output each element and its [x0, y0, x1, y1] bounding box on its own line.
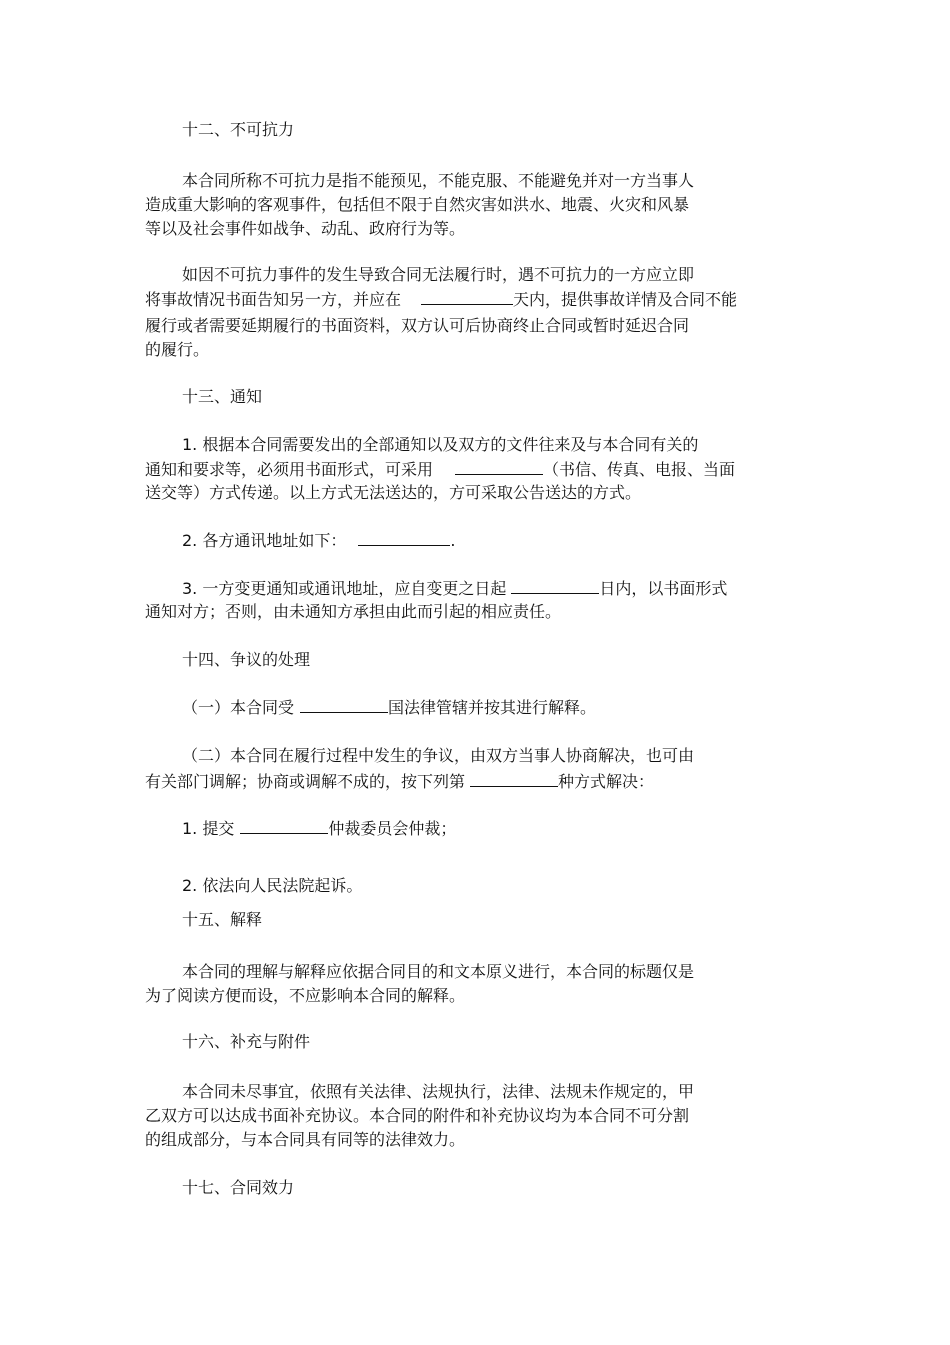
section-15-title: 十五、解释	[182, 910, 263, 929]
section-13-title: 十三、通知	[182, 387, 263, 406]
resolution-method-blank	[470, 771, 558, 787]
section-14-option2: 2. 依法向人民法院起诉。	[182, 876, 363, 895]
method-blank	[455, 459, 543, 475]
section-12-p1-line: 本合同所称不可抗力是指不能预见，不能克服、不能避免并对一方当事人	[182, 171, 695, 190]
section-13-item3-line: 通知对方；否则，由未通知方承担由此而引起的相应责任。	[145, 602, 562, 621]
section-13-item1-line: 通知和要求等，必须用书面形式，可采用 （书信、传真、电报、当面	[145, 460, 736, 479]
section-15-line: 为了阅读方便而设，不应影响本合同的解释。	[145, 986, 466, 1005]
change-days-blank	[511, 578, 599, 594]
section-14-clause2-line: （二）本合同在履行过程中发生的争议，由双方当事人协商解决，也可由	[182, 746, 695, 765]
section-16-line: 的组成部分，与本合同具有同等的法律效力。	[145, 1130, 466, 1149]
section-14-clause1: （一）本合同受 国法律管辖并按其进行解释。	[182, 698, 597, 717]
section-15-line: 本合同的理解与解释应依据合同目的和文本原义进行，本合同的标题仅是	[182, 962, 695, 981]
section-14-title: 十四、争议的处理	[182, 650, 311, 669]
governing-law-blank	[300, 697, 388, 713]
section-14-clause2-line: 有关部门调解；协商或调解不成的，按下列第 种方式解决：	[145, 772, 655, 791]
section-17-title: 十七、合同效力	[182, 1178, 295, 1197]
arbitration-blank	[240, 818, 328, 834]
section-13-item1-line: 1. 根据本合同需要发出的全部通知以及双方的文件往来及与本合同有关的	[182, 435, 699, 454]
section-16-line: 本合同未尽事宜，依照有关法律、法规执行，法律、法规未作规定的，甲	[182, 1082, 695, 1101]
section-12-p2-line: 履行或者需要延期履行的书面资料，双方认可后协商终止合同或暂时延迟合同	[145, 316, 690, 335]
address-blank	[358, 530, 450, 546]
section-13-item3-line: 3. 一方变更通知或通讯地址，应自变更之日起 日内，以书面形式	[182, 579, 728, 598]
section-12-p2-line: 如因不可抗力事件的发生导致合同无法履行时，遇不可抗力的一方应立即	[182, 265, 695, 284]
section-13-item2: 2. 各方通讯地址如下： .	[182, 531, 456, 550]
section-12-p2-line: 的履行。	[145, 340, 210, 359]
days-blank	[421, 289, 513, 305]
section-12-p1-line: 等以及社会事件如战争、动乱、政府行为等。	[145, 219, 466, 238]
section-12-p2-line: 将事故情况书面告知另一方，并应在 天内，提供事故详情及合同不能	[145, 290, 738, 309]
section-13-item1-line: 送交等）方式传递。以上方式无法送达的，方可采取公告送达的方式。	[145, 483, 642, 502]
section-16-line: 乙双方可以达成书面补充协议。本合同的附件和补充协议均为本合同不可分割	[145, 1106, 690, 1125]
section-14-option1: 1. 提交 仲裁委员会仲裁；	[182, 819, 457, 838]
section-12-p1-line: 造成重大影响的客观事件，包括但不限于自然灾害如洪水、地震、火灾和风暴	[145, 195, 690, 214]
section-16-title: 十六、补充与附件	[182, 1032, 311, 1051]
section-12-title: 十二、不可抗力	[182, 120, 295, 139]
